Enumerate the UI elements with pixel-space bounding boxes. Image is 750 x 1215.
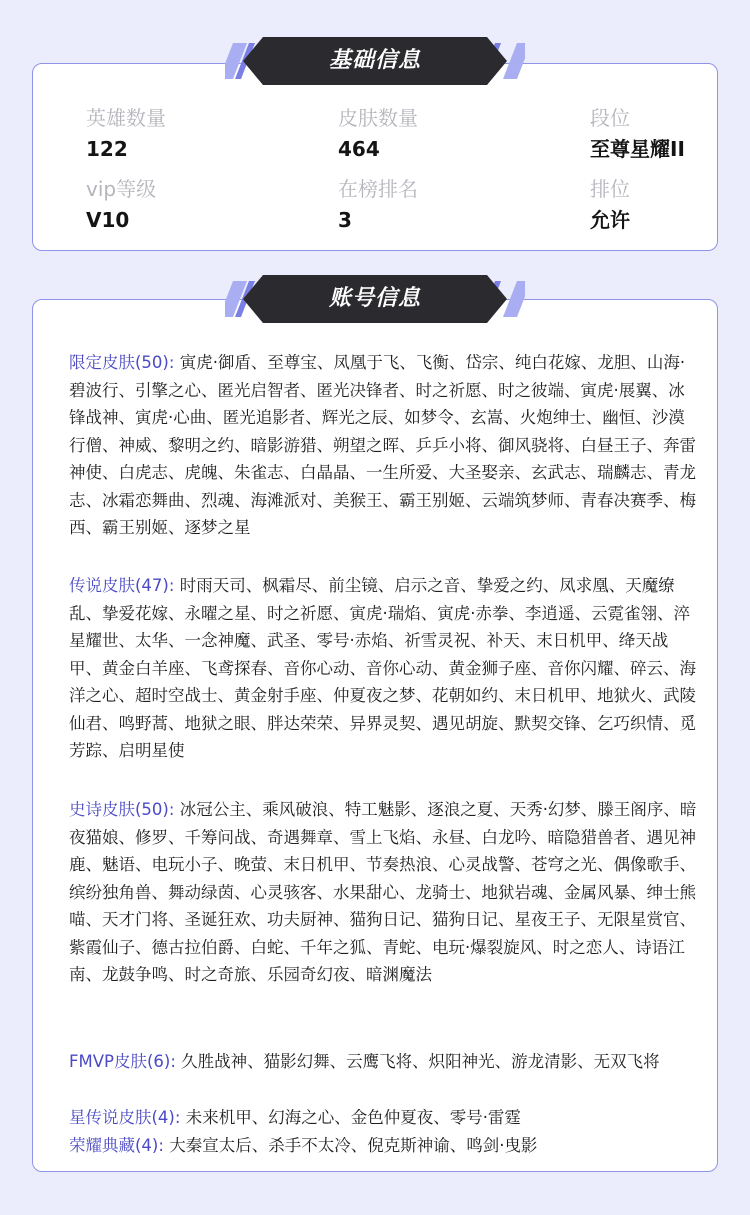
section-legend-skins <box>69 572 699 765</box>
section-label: 史诗皮肤(50): <box>69 800 175 819</box>
section-items: 冰冠公主、乘风破浪、特工魅影、逐浪之夏、天秀·幻梦、滕王阁序、暗夜猫娘、修罗、千筹问战、奇遇舞章、雪上飞焰、永昼、白龙吟、暗隐猎兽者、遇见神鹿、魅语、电玩小子、晚萤、末日机甲、节奏热浪、心灵战警、苍穹之光、偶像歌手、缤纷独角兽、舞动绿茵、心灵骇客、水果甜心、龙骑士、地狱岩魂、金属风暴、绅士熊喵、天才门将、圣诞狂欢、功夫厨神、猫狗日记、猫狗日记、星夜王子、无限星赏官、紫霞仙子、德古拉伯爵、白蛇、千年之狐、青蛇、电玩·爆裂旋风、时之恋人、诗语江南、龙鼓争鸣、时之奇旅、乐园奇幻夜、暗渊魔法 <box>69 800 697 984</box>
basic-info-title-badge <box>225 37 525 85</box>
stat-value: 464 <box>338 137 380 161</box>
stat-label: 皮肤数量 <box>338 106 418 130</box>
section-items: 时雨天司、枫霜尽、前尘镜、启示之音、挚爱之约、凤求凰、天魔缭乱、挚爱花嫁、永曜之星、时之祈愿、寅虎·瑞焰、寅虎·赤拳、李逍遥、云霓雀翎、淬星耀世、太华、一念神魔、武圣、零号·赤焰、祈雪灵祝、补天、末日机甲、绛天战甲、黄金白羊座、飞鸢探春、音你心动、音你心动、黄金狮子座、音你闪耀、碎云、海洋之心、超时空战士、黄金射手座、仲夏夜之梦、花朝如约、末日机甲、地狱火、武陵仙君、鸣野蒿、地狱之眼、胖达荣荣、异界灵契、遇见胡旋、默契交锋、乞巧织情、觅芳踪、启明星使 <box>69 576 696 760</box>
stat-ranked-allowed <box>590 177 630 232</box>
stat-value: 允许 <box>590 208 630 232</box>
section-items: 大秦宣太后、杀手不太冷、倪克斯神谕、鸣剑·曳影 <box>169 1136 538 1155</box>
stat-value: 122 <box>86 137 128 161</box>
section-label: 传说皮肤(47): <box>69 576 175 595</box>
stat-label: 排位 <box>590 177 630 201</box>
section-star-legend-skins <box>69 1104 699 1132</box>
stat-value: 3 <box>338 208 352 232</box>
section-limited-skins <box>69 349 699 542</box>
stat-leaderboard-rank <box>338 177 418 232</box>
stat-rank-tier <box>590 106 685 161</box>
section-label: 星传说皮肤(4): <box>69 1108 181 1127</box>
basic-info-title: 基础信息 <box>328 48 421 73</box>
section-items: 寅虎·御盾、至尊宝、凤凰于飞、飞衡、岱宗、纯白花嫁、龙胆、山海·碧波行、引擎之心、匿光启智者、匿光决锋者、时之祈愿、时之彼端、寅虎·展翼、冰锋战神、寅虎·心曲、匿光追影者、辉光之辰、如梦令、玄嵩、火炮绅士、幽恒、沙漠行僧、神威、黎明之约、暗影游猎、朔望之晖、乒乒小将、御风骁将、白昼王子、奔雷神使、白虎志、虎魄、朱雀志、白晶晶、一生所爱、大圣娶亲、玄武志、瑞麟志、青龙志、冰霜恋舞曲、烈魂、海滩派对、美猴王、霸王别姬、云端筑梦师、青春决赛季、梅西、霸王别姬、逐梦之星 <box>69 353 696 537</box>
section-label: 限定皮肤(50): <box>69 353 175 372</box>
stat-skin-count <box>338 106 418 161</box>
section-glory-collection <box>69 1132 699 1160</box>
section-epic-skins <box>69 796 699 989</box>
stat-label: 在榜排名 <box>338 177 418 201</box>
stat-value: 至尊星耀II <box>590 137 685 161</box>
stat-vip-level <box>86 177 156 232</box>
account-info-card <box>32 299 718 1172</box>
section-items: 久胜战神、猫影幻舞、云鹰飞将、炽阳神光、游龙清影、无双飞将 <box>181 1052 660 1071</box>
stat-hero-count <box>86 106 166 161</box>
stat-label: vip等级 <box>86 177 157 201</box>
section-label: FMVP皮肤(6): <box>69 1052 176 1071</box>
account-info-title: 账号信息 <box>328 286 421 311</box>
stat-label: 英雄数量 <box>86 106 166 130</box>
basic-info-card <box>32 63 718 251</box>
section-fmvp-skins <box>69 1048 699 1076</box>
section-items: 未来机甲、幻海之心、金色仲夏夜、零号·雷霆 <box>185 1108 521 1127</box>
stat-label: 段位 <box>590 106 630 130</box>
section-label: 荣耀典藏(4): <box>69 1136 164 1155</box>
stat-value: V10 <box>86 208 130 232</box>
account-info-title-badge <box>225 275 525 323</box>
